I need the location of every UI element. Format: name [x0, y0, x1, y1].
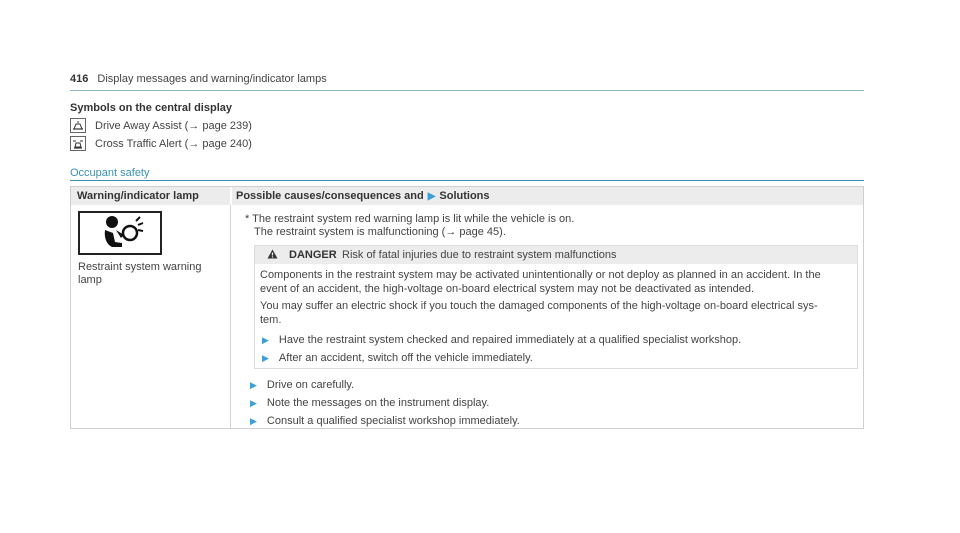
danger-step-1-text: Have the restraint system checked and repaired immediately at a qualified specialist workshop.	[278, 334, 742, 346]
drive-away-assist-icon	[70, 118, 86, 133]
symbol-row-cross-traffic-alert	[70, 136, 252, 151]
page-header	[70, 73, 327, 85]
symbols-title: Symbols on the central display	[70, 102, 232, 114]
danger-word: DANGER	[289, 249, 337, 261]
play-arrow-icon: ▶	[427, 190, 436, 202]
table-header	[71, 187, 863, 205]
play-arrow-icon: ▶	[250, 379, 257, 390]
solution-3	[250, 415, 520, 427]
play-arrow-icon: ▶	[250, 397, 257, 408]
col-header-causes	[236, 190, 490, 202]
solution-2-text: Note the messages on the instrument display.	[266, 397, 490, 409]
header-divider	[70, 90, 864, 91]
col-header-causes-text: Possible causes/consequences and	[236, 190, 424, 202]
solution-2	[250, 397, 489, 409]
warning-triangle-icon	[267, 249, 278, 262]
airbag-restraint-icon	[78, 211, 162, 255]
danger-para-1-line-2: event of an accident, the high-voltage on-board electrical system may not be deactivated as intended.	[260, 283, 755, 295]
danger-para-1-line-1: Components in the restraint system may be activated unintentionally or not deploy as planned in an accident. In the	[260, 269, 821, 281]
symbol-row-drive-away-assist	[70, 118, 252, 133]
danger-para-2-line-1: You may suffer an electric shock if you touch the damaged components of the high-voltage on-board electrical sys-	[260, 300, 818, 312]
column-divider	[230, 205, 231, 428]
danger-para-2-line-2: tem.	[260, 314, 282, 326]
solution-3-text: Consult a qualified specialist workshop immediately.	[266, 415, 520, 427]
cross-traffic-alert-icon	[70, 136, 86, 151]
solution-1	[250, 379, 354, 391]
col-header-solutions-text: Solutions	[439, 190, 490, 202]
danger-header	[255, 246, 857, 264]
cross-traffic-alert-label: Cross Traffic Alert (→ page 240)	[95, 137, 252, 150]
col-header-lamp: Warning/indicator lamp	[77, 190, 199, 202]
play-arrow-icon: ▶	[250, 415, 257, 426]
danger-box	[254, 245, 858, 369]
section-divider	[70, 180, 864, 181]
page-number: 416	[70, 73, 89, 85]
danger-step-2-text: After an accident, switch off the vehicle immediately.	[278, 352, 533, 364]
header-column-divider	[230, 187, 232, 205]
cause-line-2: The restraint system is malfunctioning (→ page 45).	[254, 226, 506, 238]
section-title: Occupant safety	[70, 167, 150, 179]
play-arrow-icon: ▶	[262, 352, 269, 363]
cause-line-1: * The restraint system red warning lamp is lit while the vehicle is on.	[245, 213, 575, 225]
solution-1-text: Drive on carefully.	[266, 379, 355, 391]
lamp-label: Restraint system warning lamp	[78, 261, 202, 286]
danger-step-2	[262, 352, 533, 364]
page-header-title: Display messages and warning/indicator lamps	[97, 73, 327, 85]
danger-text: Risk of fatal injuries due to restraint system malfunctions	[342, 249, 617, 261]
drive-away-assist-label: Drive Away Assist (→ page 239)	[95, 119, 252, 132]
play-arrow-icon: ▶	[262, 334, 269, 345]
danger-step-1	[262, 334, 741, 346]
warning-lamp-table	[70, 186, 864, 429]
